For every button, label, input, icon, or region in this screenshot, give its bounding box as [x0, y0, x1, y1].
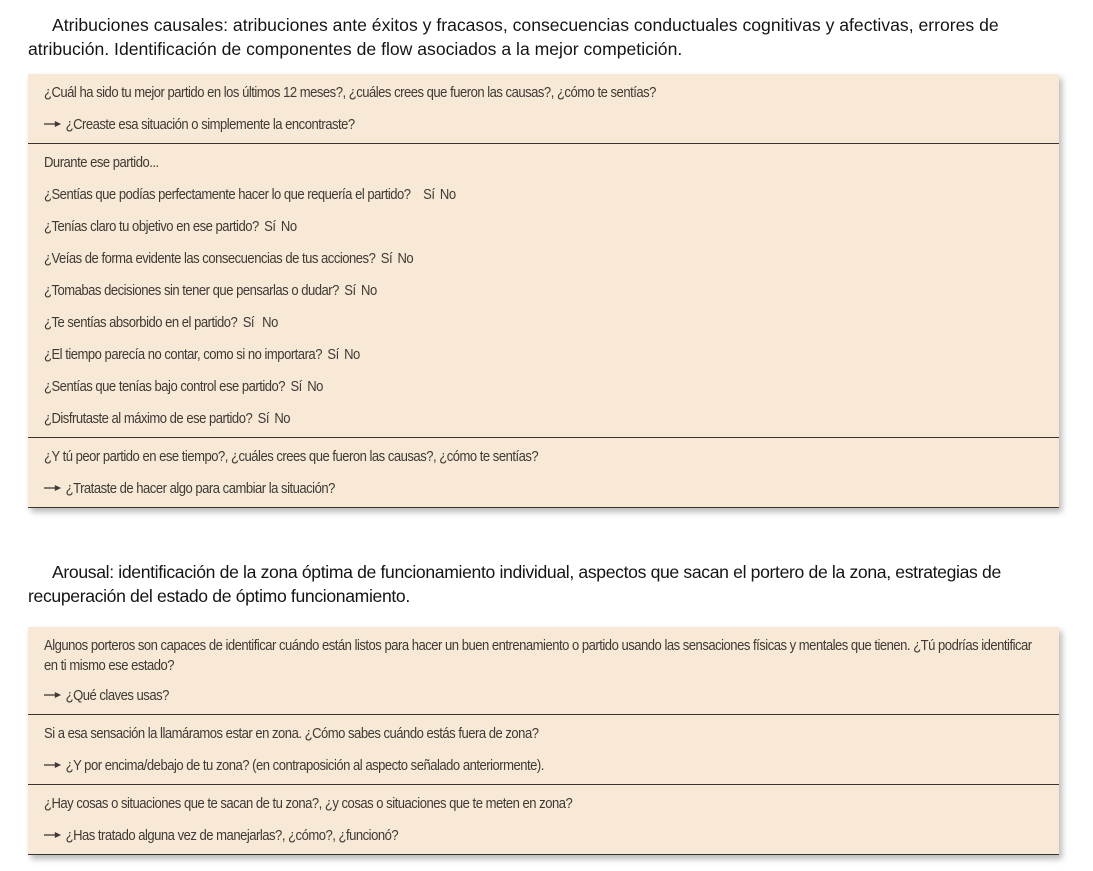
yes-option: Sí — [257, 411, 269, 427]
yes-option: Sí — [423, 187, 435, 203]
yes-no-item — [44, 243, 943, 275]
followup-question — [44, 680, 943, 712]
arrow-right-icon — [44, 484, 62, 492]
followup-text: ¿Y por encima/debajo de tu zona? (en contraposición al aspecto señalado anteriormente). — [65, 758, 544, 774]
arrow-right-icon — [44, 761, 62, 769]
no-option: No — [307, 379, 323, 395]
yes-no-item — [44, 179, 943, 211]
item-question: ¿Sentías que podías perfectamente hacer lo que requería el partido? — [44, 187, 411, 203]
yes-option: Sí — [242, 315, 255, 331]
arrow-right-icon — [44, 831, 62, 839]
followup-question — [44, 109, 943, 141]
followup-question — [44, 820, 943, 852]
question-text: ¿Y tú peor partido en ese tiempo?, ¿cuáles crees que fueron las causas?, ¿cómo te sentías? — [44, 449, 539, 465]
yes-no-item — [44, 371, 943, 403]
yes-option: Sí — [344, 283, 356, 299]
question-group-flow-components — [28, 143, 1059, 437]
section-heading-arousal: Arousal: identificación de la zona óptima de funcionamiento individual, aspectos que sacan el portero de la zona, estrategias de recuperación del estado de óptimo funcionamiento. — [28, 562, 1001, 606]
item-question: ¿Veías de forma evidente las consecuencias de tus acciones? — [44, 251, 376, 267]
yes-no-item — [44, 307, 943, 339]
item-question: ¿Sentías que tenías bajo control ese partido? — [44, 379, 286, 395]
yes-option: Sí — [327, 347, 339, 363]
question-box-attributions — [28, 74, 1059, 508]
yes-option: Sí — [290, 379, 302, 395]
no-option: No — [280, 219, 297, 235]
question-group-zone-triggers — [28, 784, 1059, 854]
no-option: No — [344, 347, 360, 363]
item-question: ¿El tiempo parecía no contar, como si no importara? — [44, 347, 322, 363]
question-text: Algunos porteros son capaces de identificar cuándo están listos para hacer un buen entrenamiento o partido usando las sensaciones físicas y mentales que tienen. ¿Tú podrías identificar en ti mismo ese estado? — [44, 638, 1032, 674]
arrow-right-icon — [44, 691, 62, 699]
followup-text: ¿Creaste esa situación o simplemente la encontraste? — [65, 117, 355, 133]
yes-option: Sí — [264, 219, 276, 235]
question-text: ¿Hay cosas o situaciones que te sacan de tu zona?, ¿y cosas o situaciones que te meten en zona? — [44, 796, 573, 812]
yes-option: Sí — [380, 251, 393, 267]
section-heading-attributions: Atribuciones causales: atribuciones ante éxitos y fracasos, consecuencias conductuales cognitivas y afectivas, errores de atribución. Identificación de componentes de flow asociados a la mejor competición. — [28, 15, 999, 59]
no-option: No — [397, 251, 414, 267]
item-question: ¿Tomabas decisiones sin tener que pensarlas o dudar? — [44, 283, 339, 299]
question-group-out-of-zone — [28, 714, 1059, 784]
no-option: No — [274, 411, 291, 427]
item-question: ¿Tenías claro tu objetivo en ese partido? — [44, 219, 259, 235]
arrow-right-icon — [44, 120, 62, 128]
question-group-worst-match — [28, 437, 1059, 507]
no-option: No — [361, 283, 377, 299]
question-box-arousal — [28, 627, 1059, 855]
yes-no-item — [44, 211, 943, 243]
yes-no-item — [44, 275, 943, 307]
question-text: Si a esa sensación la llamáramos estar en zona. ¿Cómo sabes cuándo estás fuera de zona? — [44, 726, 539, 742]
question-group-optimal-state — [28, 627, 1059, 714]
yes-no-item — [44, 403, 943, 435]
followup-text: ¿Qué claves usas? — [65, 688, 169, 704]
yes-no-item — [44, 339, 943, 371]
no-option: No — [262, 315, 278, 331]
followup-question — [44, 473, 943, 505]
followup-text: ¿Trataste de hacer algo para cambiar la situación? — [65, 481, 335, 497]
followup-question — [44, 750, 943, 782]
item-question: ¿Disfrutaste al máximo de ese partido? — [44, 411, 253, 427]
no-option: No — [439, 187, 456, 203]
question-text: ¿Cuál ha sido tu mejor partido en los últimos 12 meses?, ¿cuáles crees que fueron las causas?, ¿cómo te sentías? — [44, 85, 656, 101]
followup-text: ¿Has tratado alguna vez de manejarlas?, ¿cómo?, ¿funcionó? — [65, 828, 399, 844]
group-intro: Durante ese partido... — [44, 155, 159, 171]
item-question: ¿Te sentías absorbido en el partido? — [44, 315, 238, 331]
question-group-best-match — [28, 74, 1059, 143]
